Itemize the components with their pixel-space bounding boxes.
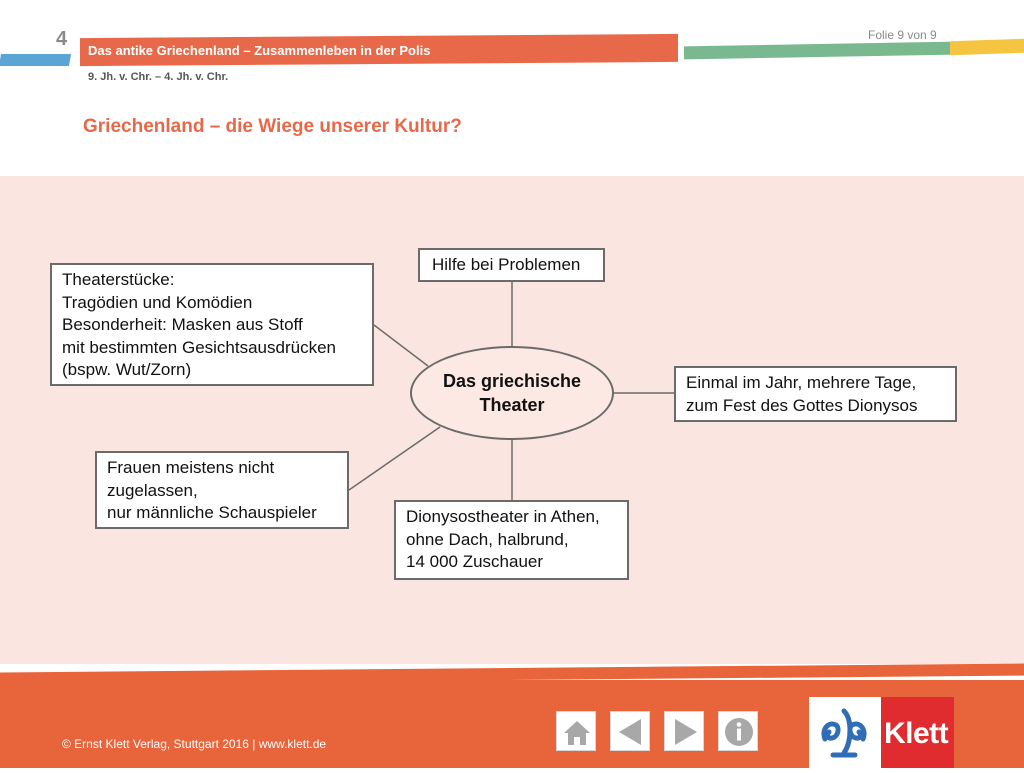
klett-logo-text: Klett bbox=[884, 717, 949, 750]
previous-slide-button[interactable] bbox=[610, 711, 650, 751]
info-button[interactable] bbox=[718, 711, 758, 751]
node-dionysostheater: Dionysostheater in Athen, ohne Dach, halbrund, 14 000 Zuschauer bbox=[394, 500, 629, 580]
klett-leaf-icon bbox=[811, 697, 881, 768]
connector-frauen bbox=[349, 427, 440, 490]
arrow-right-icon bbox=[665, 712, 705, 752]
page-heading: Griechenland – die Wiege unserer Kultur? bbox=[83, 116, 462, 137]
node-theaterstuecke: Theaterstücke: Tragödien und Komödien Besonderheit: Masken aus Stoff mit bestimmten Gesichtsausdrücken (bspw. Wut/Zorn) bbox=[50, 263, 374, 386]
node-einmal-im-jahr: Einmal im Jahr, mehrere Tage, zum Fest des Gottes Dionysos bbox=[674, 366, 957, 422]
connector-theaterstuecke bbox=[374, 325, 428, 366]
home-button[interactable] bbox=[556, 711, 596, 751]
header-title: Das antike Griechenland – Zusammenleben in der Polis bbox=[88, 43, 431, 58]
info-icon bbox=[719, 712, 759, 752]
arrow-left-icon bbox=[611, 712, 651, 752]
header-subtitle: 9. Jh. v. Chr. – 4. Jh. v. Chr. bbox=[88, 71, 229, 83]
home-icon bbox=[557, 712, 597, 752]
center-node-theater: Das griechische Theater bbox=[410, 346, 614, 440]
next-slide-button[interactable] bbox=[664, 711, 704, 751]
slide-counter: Folie 9 von 9 bbox=[868, 28, 937, 42]
node-frauen: Frauen meistens nicht zugelassen, nur männliche Schauspieler bbox=[95, 451, 349, 529]
copyright: © Ernst Klett Verlag, Stuttgart 2016 | www.klett.de bbox=[62, 737, 327, 751]
node-hilfe-bei-problemen: Hilfe bei Problemen bbox=[418, 248, 605, 282]
chapter-number: 4 bbox=[56, 28, 68, 50]
